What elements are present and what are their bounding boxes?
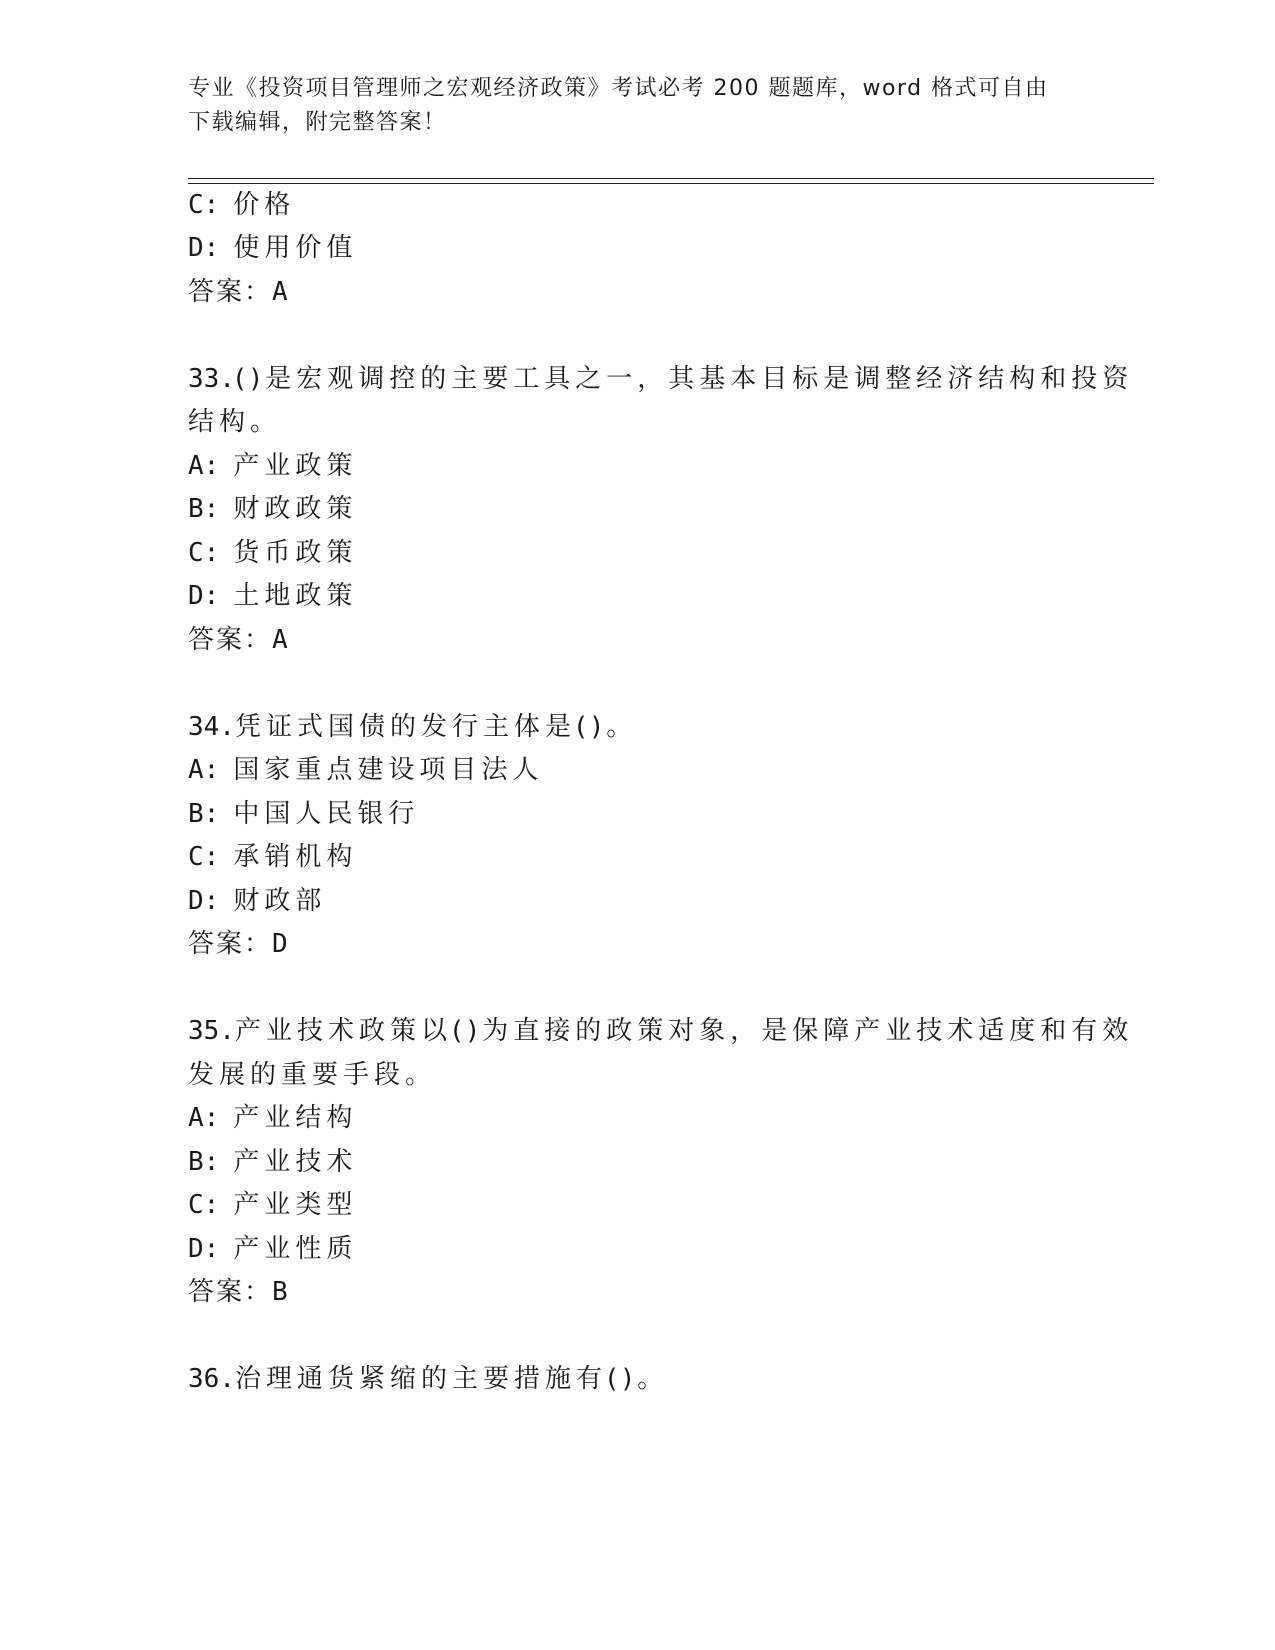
option-b (188, 799, 419, 829)
option-text: 产业结构 (233, 1103, 358, 1133)
answer-line (188, 625, 288, 655)
option-d (188, 233, 357, 263)
question-35-text (188, 1016, 1133, 1046)
option-text: 国家重点建设项目法人 (233, 755, 544, 785)
question-text: 产业技术政策以()为直接的政策对象，是保障产业技术适度和有效 (234, 1016, 1134, 1046)
option-letter: C: (188, 538, 220, 568)
question-text: 凭证式国债的发行主体是()。 (234, 712, 638, 742)
answer-label: 答案： (188, 277, 273, 307)
option-letter: D: (188, 1234, 220, 1264)
option-text: 使用价值 (233, 233, 358, 263)
question-text: ()是宏观调控的主要工具之一，其基本目标是调整经济结构和投资 (234, 364, 1134, 394)
option-text: 财政政策 (233, 494, 358, 524)
question-number: 36. (188, 1364, 235, 1394)
option-letter: C: (188, 842, 220, 872)
option-c (188, 538, 357, 568)
question-35-text-cont: 发展的重要手段。 (188, 1060, 437, 1090)
answer-line (188, 929, 288, 959)
option-c (188, 190, 295, 220)
header-line-1: 专业《投资项目管理师之宏观经济政策》考试必考 200 题题库，word 格式可自由 (188, 76, 1049, 101)
header-divider-bottom (188, 183, 1154, 184)
option-letter: D: (188, 886, 220, 916)
option-d (188, 581, 357, 611)
answer-value: B (272, 1277, 288, 1307)
answer-value: A (272, 277, 288, 307)
option-letter: C: (188, 1190, 220, 1220)
option-letter: B: (188, 494, 220, 524)
question-number: 34. (188, 712, 235, 742)
option-text: 价格 (233, 190, 296, 220)
answer-line (188, 277, 288, 307)
option-d (188, 886, 326, 916)
option-letter: A: (188, 755, 220, 785)
option-d (188, 1234, 357, 1264)
answer-line (188, 1277, 288, 1307)
question-34-text (188, 712, 637, 742)
option-b (188, 494, 357, 524)
question-36-text (188, 1364, 668, 1394)
option-text: 货币政策 (233, 538, 358, 568)
option-a (188, 451, 357, 481)
answer-label: 答案： (188, 625, 273, 655)
answer-value: A (272, 625, 288, 655)
question-33-text (188, 364, 1133, 394)
option-a (188, 1103, 357, 1133)
answer-value: D (272, 929, 288, 959)
question-number: 35. (188, 1016, 235, 1046)
option-letter: D: (188, 581, 220, 611)
option-text: 产业政策 (233, 451, 358, 481)
header-divider-top (188, 178, 1154, 179)
answer-label: 答案： (188, 1277, 273, 1307)
option-text: 中国人民银行 (233, 799, 420, 829)
question-33-text-cont: 结构。 (188, 407, 282, 437)
header-line-2: 下载编辑，附完整答案！ (188, 110, 447, 135)
option-text: 财政部 (233, 886, 327, 916)
option-letter: A: (188, 451, 220, 481)
option-letter: B: (188, 799, 220, 829)
answer-label: 答案： (188, 929, 273, 959)
option-text: 产业性质 (233, 1234, 358, 1264)
option-text: 产业技术 (233, 1147, 358, 1177)
option-letter: A: (188, 1103, 220, 1133)
question-number: 33. (188, 364, 235, 394)
option-c (188, 1190, 357, 1220)
option-a (188, 755, 543, 785)
question-text: 治理通货紧缩的主要措施有()。 (234, 1364, 669, 1394)
option-letter: C: (188, 190, 220, 220)
option-c (188, 842, 357, 872)
option-text: 承销机构 (233, 842, 358, 872)
option-b (188, 1147, 357, 1177)
document-header (188, 72, 1088, 140)
option-text: 产业类型 (233, 1190, 358, 1220)
option-letter: D: (188, 233, 220, 263)
option-text: 土地政策 (233, 581, 358, 611)
option-letter: B: (188, 1147, 220, 1177)
